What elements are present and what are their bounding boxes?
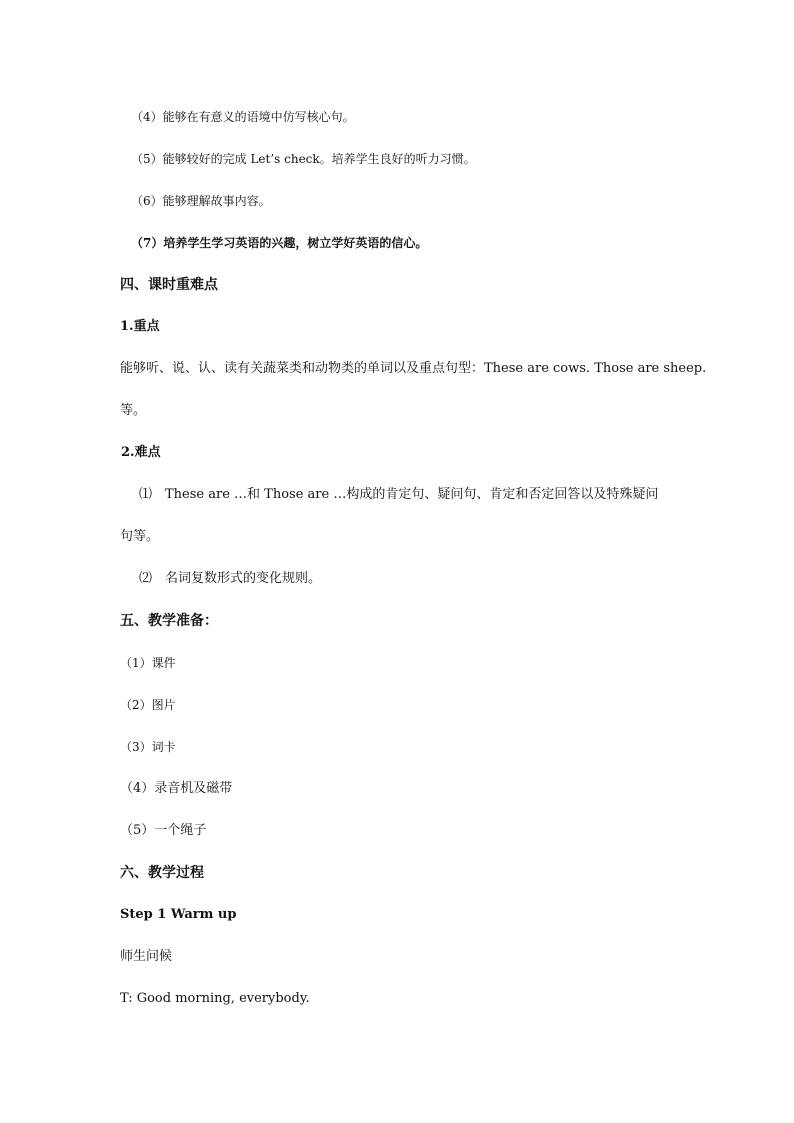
objective-item-5: （5）能够较好的完成 Let’s check。培养学生良好的听力习惯。 [131, 152, 476, 166]
key-points-heading: 1.重点 [120, 319, 160, 334]
prep-item: （5）一个绳子 [120, 823, 207, 838]
objective-item-6: （6）能够理解故事内容。 [131, 194, 271, 208]
difficult-item-2: ⑵ 名词复数形式的变化规则。 [139, 571, 322, 586]
step-1-heading: Step 1 Warm up [120, 907, 237, 922]
greeting-label: 师生问候 [120, 949, 173, 964]
objective-item-7: （7）培养学生学习英语的兴趣，树立学好英语的信心。 [131, 236, 428, 250]
prep-item: （2）图片 [120, 698, 176, 712]
difficult-points-heading: 2.难点 [121, 445, 161, 460]
prep-item: （3）词卡 [120, 740, 176, 754]
key-points-text-line1: 能够听、说、认、读有关蔬菜类和动物类的单词以及重点句型：These are cows. Those are sheep. [120, 361, 707, 376]
section-4-heading: 四、课时重难点 [120, 277, 218, 293]
prep-item: （4）录音机及磁带 [120, 781, 233, 796]
section-5-heading: 五、教学准备： [120, 613, 218, 629]
prep-item: （1）课件 [120, 656, 176, 670]
difficult-item-1-line2: 句等。 [120, 529, 160, 544]
key-points-text-line2: 等。 [120, 403, 147, 418]
difficult-item-1-line1: ⑴ These are …和 Those are …构成的肯定句、疑问句、肯定和否定回答以及特殊疑问 [139, 487, 659, 502]
objective-item-4: （4）能够在有意义的语境中仿写核心句。 [131, 110, 355, 124]
section-6-heading: 六、教学过程 [120, 865, 204, 881]
dialogue-line: T: Good morning, everybody. [120, 991, 310, 1006]
